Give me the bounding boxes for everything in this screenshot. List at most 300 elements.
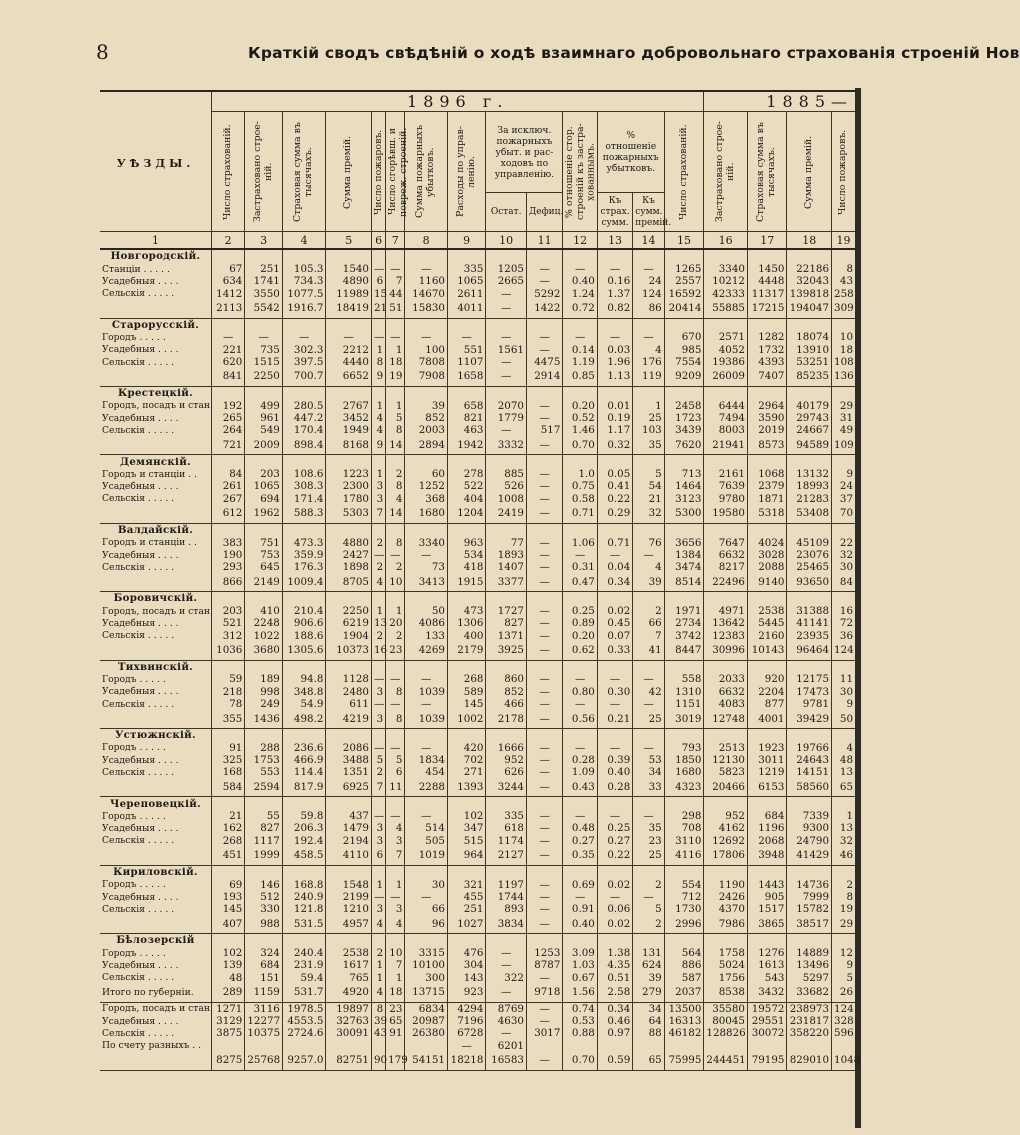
table-cell: 0.25 [597, 822, 632, 834]
table-cell: 4219 [326, 710, 372, 728]
table-cell: 1.24 [563, 288, 597, 300]
table-cell: 0.40 [563, 916, 597, 934]
table-cell: 2 [371, 561, 385, 573]
table-cell: 1723 [664, 412, 704, 424]
table-cell: 1666 [486, 742, 527, 754]
table-cell: 3011 [747, 754, 787, 766]
table-cell: 0.71 [563, 505, 597, 523]
table-cell: 14889 [787, 947, 832, 959]
table-cell: 1 [371, 468, 385, 480]
table-cell: 347 [447, 822, 485, 834]
table-cell: — [633, 549, 664, 561]
table-cell: 18 [832, 344, 855, 356]
table-cell: 2419 [486, 505, 527, 523]
table-cell: 26 [832, 984, 855, 1002]
table-cell: 8514 [664, 574, 704, 592]
table-cell: 1412 [211, 288, 244, 300]
table-cell: 1.19 [563, 356, 597, 368]
table-cell: 24643 [787, 754, 832, 766]
table-cell: 3019 [664, 710, 704, 728]
table-cell [664, 1040, 704, 1052]
table-cell: 8 [371, 356, 385, 368]
table-cell: 1422 [526, 300, 562, 318]
table-cell: 0.34 [597, 1002, 632, 1015]
table-cell: 998 [245, 686, 282, 698]
table-cell: 1219 [747, 766, 787, 778]
table-cell: 1758 [704, 947, 748, 959]
row-label: Сельскія . . . . . [102, 835, 175, 847]
table-cell: 11 [386, 779, 405, 797]
table-cell: 8 [386, 537, 405, 549]
table-cell: 49 [832, 424, 855, 436]
table-cell: 10373 [326, 642, 372, 660]
table-cell: 4475 [526, 356, 562, 368]
table-cell: — [526, 686, 562, 698]
table-cell [704, 592, 748, 605]
table-cell: 1.13 [597, 368, 632, 386]
table-cell: 41141 [787, 617, 832, 629]
table-cell: 10 [832, 331, 855, 343]
table-cell: — [526, 972, 562, 984]
table-cell: 0.56 [563, 710, 597, 728]
district-name: Демянскій. [120, 455, 191, 468]
row-label: Усадебныя . . . . [102, 891, 179, 903]
table-cell: — [326, 331, 372, 343]
table-cell [486, 934, 527, 947]
table-cell: 1732 [747, 344, 787, 356]
table-row [100, 630, 855, 642]
table-cell: 1 [371, 344, 385, 356]
table-cell: 437 [326, 810, 372, 822]
table-cell: — [405, 331, 448, 343]
table-cell: 10375 [245, 1027, 282, 1039]
table-cell: 13715 [405, 984, 448, 1002]
column-number: 18 [787, 232, 832, 250]
table-cell: 278 [447, 468, 485, 480]
table-cell [633, 729, 664, 742]
total-row [100, 368, 855, 386]
table-cell [832, 934, 855, 947]
table-cell: 0.02 [597, 916, 632, 934]
table-cell: 265 [211, 412, 244, 424]
table-cell [486, 387, 527, 400]
table-row [100, 331, 855, 343]
table-cell [326, 523, 372, 536]
table-cell [832, 249, 855, 263]
table-cell: 827 [486, 617, 527, 629]
table-cell: 41 [633, 642, 664, 660]
table-cell: 2538 [747, 605, 787, 617]
table-cell: 1517 [747, 903, 787, 915]
table-cell: 0.58 [563, 493, 597, 505]
table-cell: 64 [633, 1015, 664, 1027]
table-cell [386, 249, 405, 263]
table-cell: 4920 [326, 984, 372, 1002]
table-cell: 0.19 [597, 412, 632, 424]
total-row [100, 437, 855, 455]
table-cell: 3377 [486, 574, 527, 592]
table-cell: 3129 [211, 1015, 244, 1027]
table-cell: 2 [633, 879, 664, 891]
table-cell: 32 [832, 549, 855, 561]
table-cell [597, 865, 632, 878]
row-label: Городъ, посадъ и стан. [102, 400, 213, 412]
table-cell: 3439 [664, 424, 704, 436]
table-cell: 1 [371, 959, 385, 971]
table-cell [597, 1040, 632, 1052]
table-cell: 1.06 [563, 537, 597, 549]
table-cell: 7196 [447, 1015, 485, 1027]
column-number: 11 [526, 232, 562, 250]
row-label [100, 368, 211, 386]
table-cell: 4 [633, 561, 664, 573]
col5-header: Сумма премій. [326, 112, 372, 232]
table-cell [447, 523, 485, 536]
table-cell: 893 [486, 903, 527, 915]
table-cell: 0.82 [597, 300, 632, 318]
table-cell: 2033 [704, 673, 748, 685]
row-label: Усадебныя . . . . [102, 754, 179, 766]
table-cell [245, 865, 282, 878]
table-cell: 1117 [245, 835, 282, 847]
table-cell: 2019 [747, 424, 787, 436]
table-cell: 522 [447, 480, 485, 492]
table-cell: — [633, 331, 664, 343]
table-cell [326, 660, 372, 673]
table-cell [747, 934, 787, 947]
table-cell: 50 [405, 605, 448, 617]
table-cell: — [486, 288, 527, 300]
table-cell: 3332 [486, 437, 527, 455]
table-cell: 30 [832, 561, 855, 573]
table-cell [597, 934, 632, 947]
table-cell: 7 [386, 275, 405, 287]
district-heading-row [100, 729, 855, 742]
table-cell: 358220 [787, 1027, 832, 1039]
table-cell [704, 865, 748, 878]
table-cell [371, 387, 385, 400]
table-cell [405, 729, 448, 742]
table-cell [704, 387, 748, 400]
table-cell [747, 592, 787, 605]
table-cell: 447.2 [282, 412, 326, 424]
table-cell: 1464 [664, 480, 704, 492]
table-cell: 192 [211, 400, 244, 412]
table-cell: 531.7 [282, 984, 326, 1002]
table-cell: 0.35 [563, 847, 597, 865]
table-cell: 466 [486, 698, 527, 710]
table-cell: 355 [211, 710, 244, 728]
table-cell: — [245, 331, 282, 343]
table-cell: — [563, 742, 597, 754]
col6-header: Число пожаровъ. [371, 112, 385, 232]
table-cell: 6444 [704, 400, 748, 412]
table-cell: 1223 [326, 468, 372, 480]
table-cell: 985 [664, 344, 704, 356]
table-cell [405, 523, 448, 536]
table-cell [704, 455, 748, 468]
table-cell [563, 934, 597, 947]
table-cell [282, 729, 326, 742]
table-cell: 626 [486, 766, 527, 778]
table-cell [664, 249, 704, 263]
table-cell: 0.62 [563, 642, 597, 660]
table-cell: 8 [386, 686, 405, 698]
table-cell: 23076 [787, 549, 832, 561]
table-cell: 10 [386, 574, 405, 592]
table-cell [563, 865, 597, 878]
row-label: Городъ . . . . . [102, 742, 166, 754]
table-cell: 136 [832, 368, 855, 386]
table-cell: 19766 [787, 742, 832, 754]
table-cell [245, 660, 282, 673]
table-cell: 206.3 [282, 822, 326, 834]
table-cell: 9 [832, 959, 855, 971]
table-cell: 53408 [787, 505, 832, 523]
table-cell: 1680 [664, 766, 704, 778]
table-cell: 0.02 [597, 605, 632, 617]
table-cell: 2088 [747, 561, 787, 573]
table-cell: 251 [245, 263, 282, 275]
table-cell: 2178 [486, 710, 527, 728]
table-cell [282, 523, 326, 536]
table-cell: 0.02 [597, 879, 632, 891]
table-row [100, 754, 855, 766]
row-label: Станціи . . . . . [102, 263, 170, 275]
table-cell: 5 [633, 468, 664, 480]
table-cell [282, 1040, 326, 1052]
table-cell: — [405, 698, 448, 710]
table-cell: 55885 [704, 300, 748, 318]
table-cell [787, 523, 832, 536]
table-cell: 1107 [447, 356, 485, 368]
table-cell: — [526, 549, 562, 561]
table-cell [371, 797, 385, 810]
row-label: Городъ и станціи . . [102, 537, 197, 549]
table-cell: 4011 [447, 300, 485, 318]
table-cell: 1036 [211, 642, 244, 660]
table-cell: 734.3 [282, 275, 326, 287]
table-cell: 8003 [704, 424, 748, 436]
table-cell: 2 [371, 947, 385, 959]
table-cell: 3865 [747, 916, 787, 934]
table-cell [326, 797, 372, 810]
table-cell: 564 [664, 947, 704, 959]
table-cell: 15830 [405, 300, 448, 318]
table-cell: 84 [832, 574, 855, 592]
table-cell: 77 [486, 537, 527, 549]
row-label: Городъ . . . . . [102, 673, 166, 685]
table-cell: 3116 [245, 1002, 282, 1015]
table-cell: 0.70 [563, 1052, 597, 1070]
table-cell: 0.04 [597, 561, 632, 573]
table-cell [832, 1040, 855, 1052]
table-cell [664, 387, 704, 400]
table-cell: 25 [633, 847, 664, 865]
table-cell: 45109 [787, 537, 832, 549]
uezdy-header: УѢЗДЫ. [100, 91, 211, 232]
table-cell: 78 [211, 698, 244, 710]
district-heading-row [100, 865, 855, 878]
table-cell: 3590 [747, 412, 787, 424]
table-cell: 0.88 [563, 1027, 597, 1039]
table-cell: — [597, 891, 632, 903]
table-cell: 0.27 [597, 835, 632, 847]
table-cell: 473 [447, 605, 485, 617]
table-cell: 1305.6 [282, 642, 326, 660]
table-cell: — [386, 742, 405, 754]
table-cell: 210.4 [282, 605, 326, 617]
table-cell: 133 [405, 630, 448, 642]
table-cell: 2 [371, 766, 385, 778]
table-cell: 0.20 [563, 400, 597, 412]
table-cell: 1306 [447, 617, 485, 629]
table-cell [245, 249, 282, 263]
table-cell: 25768 [245, 1052, 282, 1070]
table-cell: 554 [664, 879, 704, 891]
table-cell: 2594 [245, 779, 282, 797]
table-cell [486, 797, 527, 810]
table-cell: 18419 [326, 300, 372, 318]
row-label: Усадебныя . . . . [102, 617, 179, 629]
table-cell: — [526, 903, 562, 915]
table-cell: 32763 [326, 1015, 372, 1027]
table-cell: 5300 [664, 505, 704, 523]
table-cell: 7 [633, 630, 664, 642]
total-row [100, 574, 855, 592]
table-cell: — [563, 698, 597, 710]
table-cell: 1077.5 [282, 288, 326, 300]
table-cell: 952 [704, 810, 748, 822]
table-cell: 4269 [405, 642, 448, 660]
table-cell: 46182 [664, 1027, 704, 1039]
table-cell: 4 [371, 574, 385, 592]
table-cell [526, 1040, 562, 1052]
table-row [100, 686, 855, 698]
table-cell [371, 249, 385, 263]
table-cell: 596 [832, 1027, 855, 1039]
table-cell: — [526, 412, 562, 424]
table-cell: 0.53 [563, 1015, 597, 1027]
row-label: Городъ . . . . . [102, 810, 166, 822]
table-cell: 4440 [326, 356, 372, 368]
table-cell: 21941 [704, 437, 748, 455]
table-cell: 8275 [211, 1052, 244, 1070]
table-cell [211, 797, 244, 810]
table-cell: — [371, 742, 385, 754]
table-cell: 51 [386, 300, 405, 318]
table-cell [405, 1040, 448, 1052]
table-cell [526, 865, 562, 878]
table-cell: — [526, 574, 562, 592]
table-cell: — [526, 561, 562, 573]
table-cell: 2194 [326, 835, 372, 847]
row-label: Усадебныя . . . . [102, 686, 179, 698]
table-cell: 2037 [664, 984, 704, 1002]
table-cell: 21 [371, 300, 385, 318]
table-cell: 8 [386, 424, 405, 436]
column-number: 7 [386, 232, 405, 250]
table-cell: 1 [371, 879, 385, 891]
table-cell: 96464 [787, 642, 832, 660]
table-cell: 0.14 [563, 344, 597, 356]
table-cell: 26380 [405, 1027, 448, 1039]
table-cell: 1174 [486, 835, 527, 847]
row-label [100, 916, 211, 934]
district-heading-row [100, 249, 855, 263]
table-cell: 3 [371, 686, 385, 698]
table-cell: — [405, 891, 448, 903]
table-cell: 1658 [447, 368, 485, 386]
district-heading-row [100, 387, 855, 400]
district-name: Тихвинскій. [117, 660, 194, 673]
row-label [100, 300, 211, 318]
table-cell: 7 [386, 847, 405, 865]
district-name: Боровичскій. [113, 592, 198, 605]
col19-header: Число пожаровъ. [832, 112, 855, 232]
table-cell: 0.40 [597, 766, 632, 778]
table-cell: 335 [447, 263, 485, 275]
table-cell [597, 455, 632, 468]
table-cell [326, 455, 372, 468]
table-cell: 203 [211, 605, 244, 617]
table-cell: 240.4 [282, 947, 326, 959]
table-cell: — [486, 424, 527, 436]
table-cell [747, 729, 787, 742]
table-cell [405, 592, 448, 605]
table-cell: 14151 [787, 766, 832, 778]
table-cell: 36 [832, 630, 855, 642]
table-cell [664, 934, 704, 947]
table-cell [747, 797, 787, 810]
table-cell: 1 [386, 344, 405, 356]
table-cell: 24667 [787, 424, 832, 436]
table-row [100, 947, 855, 959]
table-cell [787, 934, 832, 947]
column-number: 4 [282, 232, 326, 250]
table-cell: 1019 [405, 847, 448, 865]
table-cell: 4116 [664, 847, 704, 865]
table-cell: 4957 [326, 916, 372, 934]
table-cell [832, 455, 855, 468]
table-cell: 22186 [787, 263, 832, 275]
total-row [100, 710, 855, 728]
row-label [100, 574, 211, 592]
table-cell: 1 [371, 400, 385, 412]
table-cell: — [526, 754, 562, 766]
table-cell: 407 [211, 916, 244, 934]
table-row [100, 412, 855, 424]
table-cell: — [371, 673, 385, 685]
table-cell: 7407 [747, 368, 787, 386]
table-cell: 84 [211, 468, 244, 480]
table-cell: 66 [633, 617, 664, 629]
table-cell [282, 455, 326, 468]
table-cell: 21 [211, 810, 244, 822]
table-cell: — [405, 742, 448, 754]
table-cell: 10100 [405, 959, 448, 971]
table-cell: 29551 [747, 1015, 787, 1027]
table-cell [633, 660, 664, 673]
table-cell: 514 [405, 822, 448, 834]
table-cell [526, 592, 562, 605]
row-label: Городъ, посадъ и стан. [102, 605, 213, 617]
total-row [100, 642, 855, 660]
table-cell: 324 [245, 947, 282, 959]
table-cell [832, 523, 855, 536]
table-cell: 0.80 [563, 686, 597, 698]
row-label: Сельскія . . . . . [102, 630, 175, 642]
